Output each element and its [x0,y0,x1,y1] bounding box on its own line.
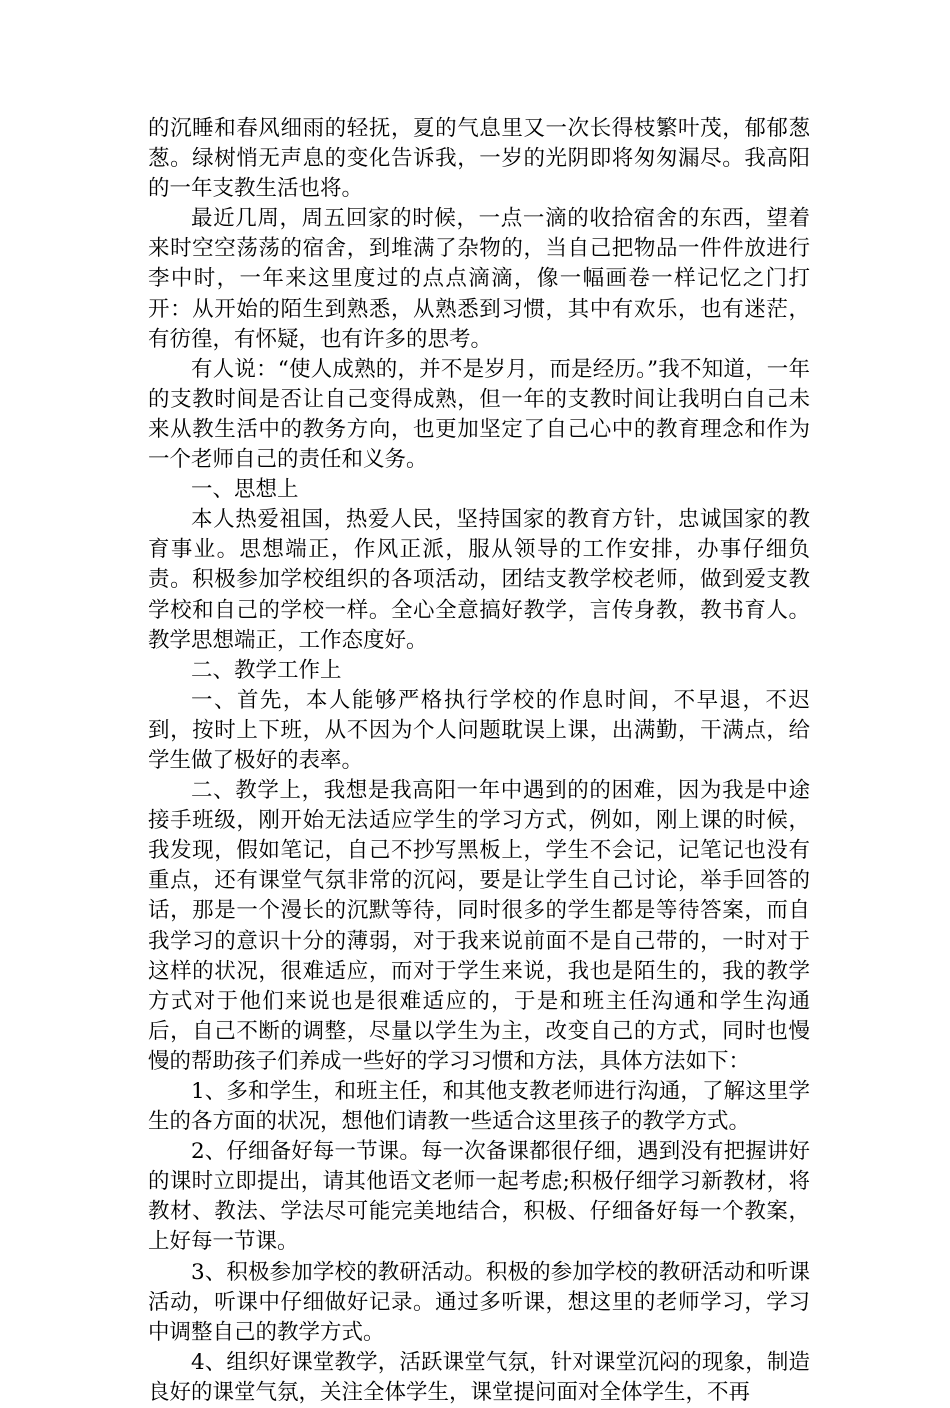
list-item: 3、积极参加学校的教研活动。积极的参加学校的教研活动和听课活动，听课中仔细做好记录。通过多听课，想这里的老师学习，学习中调整自己的教学方式。 [148,1259,810,1345]
section-heading: 二、教学工作上 [191,657,342,683]
list-item: 4、组织好课堂教学，活跃课堂气氛，针对课堂沉闷的现象，制造良好的课堂气氛，关注全体学生，课堂提问面对全体学生，不再 [148,1349,810,1405]
paragraph: 有人说：“使人成熟的，并不是岁月，而是经历。”我不知道，一年的支教时间是否让自己变得成熟，但一年的支教时间让我明白自己未来从教生活中的教务方向，也更加坚定了自己心中的教育理念和作为一个老师自己的责任和义务。 [148,356,810,473]
list-item: 1、多和学生，和班主任，和其他支教老师进行沟通，了解这里学生的各方面的状况，想他们请教一些适合这里孩子的教学方式。 [148,1079,810,1135]
paragraph: 本人热爱祖国，热爱人民，坚持国家的教育方针，忠诚国家的教育事业。思想端正，作风正派，服从领导的工作安排，办事仔细负责。积极参加学校组织的各项活动，团结支教学校老师，做到爱支教学校和自己的学校一样。全心全意搞好教学，言传身教，教书育人。教学思想端正，工作态度好。 [148,507,810,653]
list-item: 2、仔细备好每一节课。每一次备课都很仔细，遇到没有把握讲好的课时立即提出，请其他语文老师一起考虑;积极仔细学习新教材，将教材、教法、学法尽可能完美地结合，积极、仔细备好每一个教案，上好每一节课。 [148,1139,810,1255]
paragraph: 最近几周，周五回家的时候，一点一滴的收拾宿舍的东西，望着来时空空荡荡的宿舍，到堆满了杂物的，当自己把物品一件件放进行李中时，一年来这里度过的点点滴滴，像一幅画卷一样记忆之门打开：从开始的陌生到熟悉，从熟悉到习惯，其中有欢乐，也有迷茫，有彷徨，有怀疑，也有许多的思考。 [148,206,810,352]
document-body [148,114,810,1408]
paragraph: 的沉睡和春风细雨的轻抚，夏的气息里又一次长得枝繁叶茂，郁郁葱葱。绿树悄无声息的变化告诉我，一岁的光阴即将匆匆漏尽。我高阳的一年支教生活也将。 [148,116,810,202]
paragraph: 二、教学上，我想是我高阳一年中遇到的的困难，因为我是中途接手班级，刚开始无法适应学生的学习方式，例如，刚上课的时候，我发现，假如笔记，自己不抄写黑板上，学生不会记，记笔记也没有重点，还有课堂气氛非常的沉闷，要是让学生自己讨论，举手回答的话，那是一个漫长的沉默等待，同时很多的学生都是等待答案，而自我学习的意识十分的薄弱，对于我来说前面不是自己带的，一时对于这样的状况，很难适应，而对于学生来说，我也是陌生的，我的教学方式对于他们来说也是很难适应的，于是和班主任沟通和学生沟通后，自己不断的调整，尽量以学生为主，改变自己的方式，同时也慢慢的帮助孩子们养成一些好的学习习惯和方法，具体方法如下： [148,778,810,1074]
paragraph: 一、首先，本人能够严格执行学校的作息时间，不早退，不迟到，按时上下班，从不因为个人问题耽误上课，出满勤，干满点，给学生做了极好的表率。 [148,687,810,773]
section-heading: 一、思想上 [191,477,299,503]
